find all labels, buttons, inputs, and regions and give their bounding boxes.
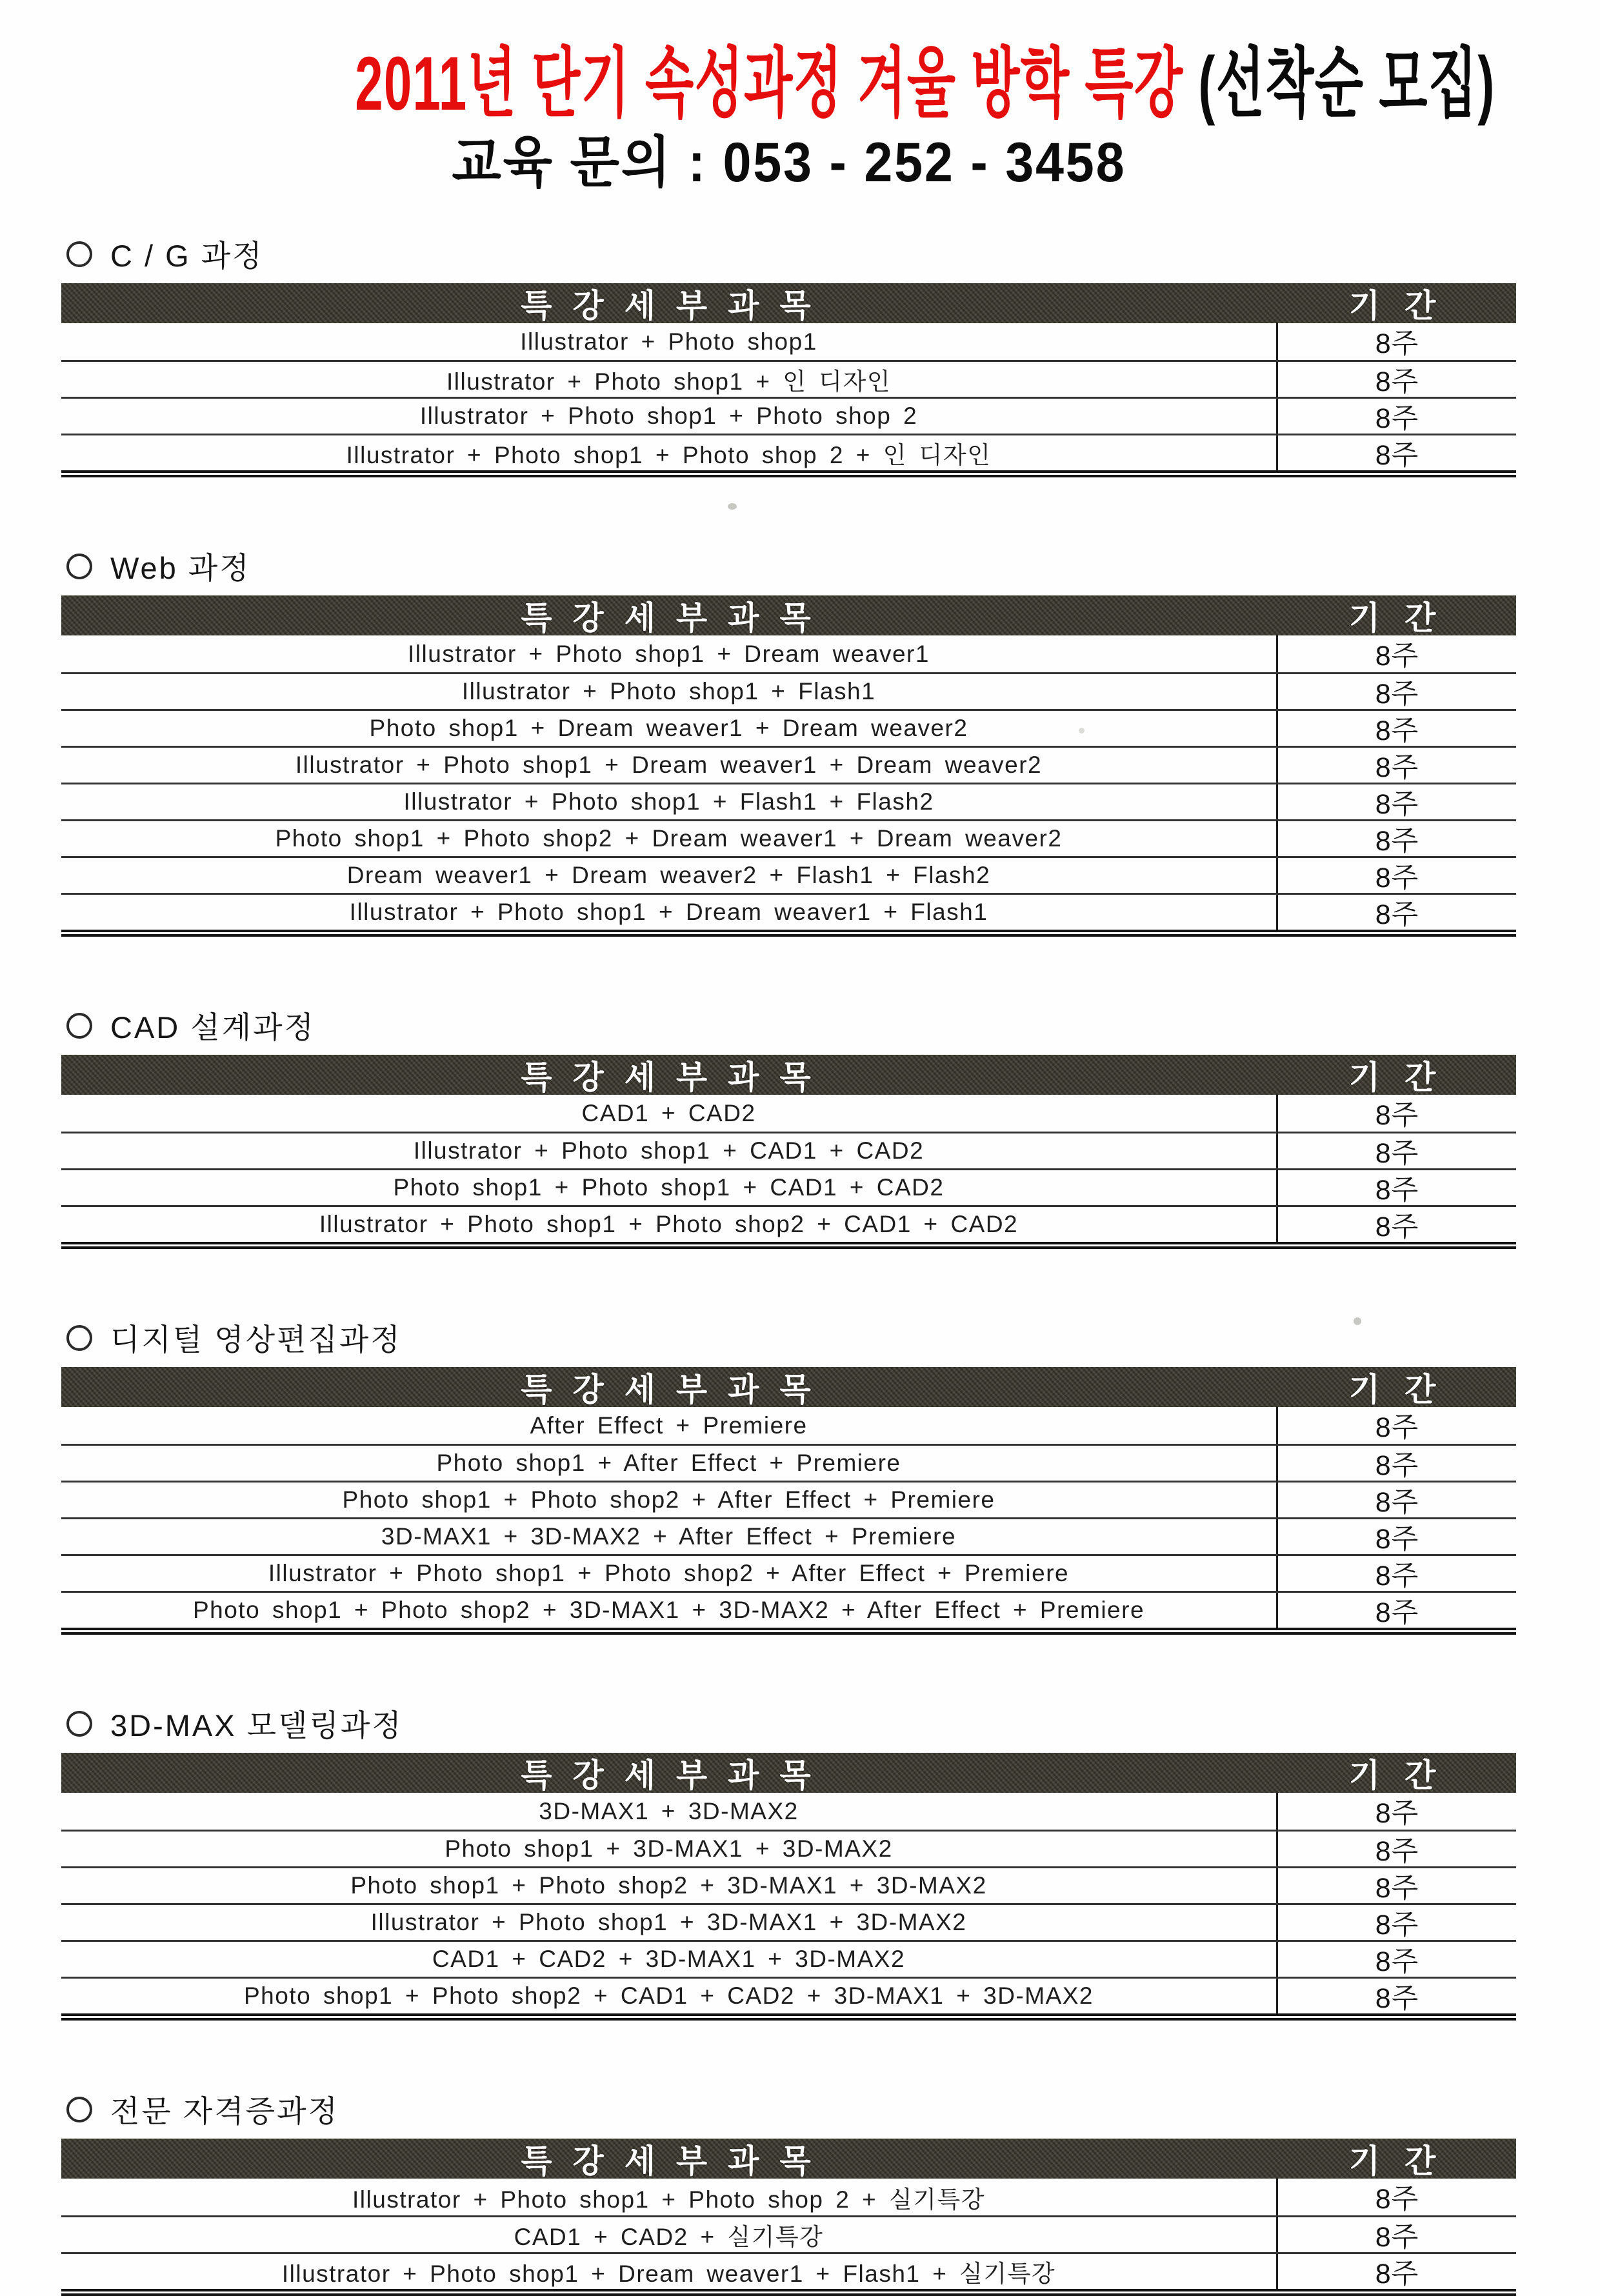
course-duration-cell: 8주 [1276,1170,1516,1205]
circle-bullet-icon [66,554,92,579]
course-duration-cell: 8주 [1276,2254,1516,2289]
course-table [61,2139,1516,2296]
section-title-label: 3D-MAX 모델링과정 [110,1708,403,1743]
course-subject-cell: Photo shop1 + Photo shop2 + CAD1 + CAD2 + 3D-MAX1 + 3D-MAX2 [243,1982,1094,2010]
course-subject-cell: Illustrator + Photo shop1 + Photo shop2 + CAD1 + CAD2 [319,1211,1019,1238]
column-header-subject: 특 강 세 부 과 목 [521,1757,817,1794]
course-subject-cell: 3D-MAX1 + 3D-MAX2 + After Effect + Premiere [381,1523,957,1550]
course-duration-cell: 8주 [1276,1905,1516,1940]
column-header-duration: 기 간 [1348,1757,1444,1794]
course-subject-cell: Illustrator + Photo shop1 + 3D-MAX1 + 3D-MAX2 [370,1909,967,1936]
flyer-title-block [61,41,1516,126]
course-duration-cell: 8주 [1276,635,1516,672]
course-duration-cell: 8주 [1276,1868,1516,1903]
section-title-row [66,1702,1516,1745]
course-table [61,1753,1516,2021]
column-header-subject: 특 강 세 부 과 목 [521,288,817,324]
table-row [61,1554,1516,1591]
course-subject-cell: Illustrator + Photo shop1 + Dream weaver1 + Dream weaver2 [295,752,1043,779]
circle-bullet-icon [66,1013,92,1039]
section-title-label: C / G 과정 [110,239,264,274]
section-title-label: Web 과정 [110,551,251,586]
course-duration-cell: 8주 [1276,1207,1516,1242]
course-duration-cell: 8주 [1276,1519,1516,1554]
course-duration-cell: 8주 [1276,399,1516,434]
table-row [61,1444,1516,1481]
table-body [61,323,1516,477]
course-table [61,283,1516,477]
course-table [61,595,1516,937]
course-duration-cell: 8주 [1276,674,1516,709]
course-subject-cell: Illustrator + Photo shop1 + 인 디자인 [446,368,892,395]
table-header-row [61,595,1516,635]
column-header-subject: 특 강 세 부 과 목 [521,600,817,637]
table-row [61,1205,1516,1242]
course-subject-cell: Illustrator + Photo shop1 + Photo shop 2 + 실기특강 [352,2186,985,2213]
table-body [61,635,1516,937]
course-subject-cell: Illustrator + Photo shop1 + Photo shop2 + After Effect + Premiere [268,1560,1070,1587]
table-row [61,635,1516,672]
course-table [61,1367,1516,1635]
table-row [61,783,1516,819]
column-header-subject: 특 강 세 부 과 목 [521,1059,817,1096]
table-row [61,1977,1516,2013]
table-row [61,323,1516,360]
main-title-parenthetical: (선착순 모집) [1198,41,1495,126]
column-header-duration: 기 간 [1348,288,1444,324]
course-duration-cell: 8주 [1276,362,1516,397]
table-row [61,819,1516,856]
course-section [61,1702,1516,2021]
course-duration-cell: 8주 [1276,1832,1516,1866]
table-row [61,856,1516,893]
course-subject-cell: Photo shop1 + 3D-MAX1 + 3D-MAX2 [445,1835,893,1862]
section-title-row [66,2088,1516,2131]
flyer-main-title [355,41,1495,126]
course-duration-cell: 8주 [1276,895,1516,930]
column-header-duration: 기 간 [1348,2143,1444,2180]
course-duration-cell: 8주 [1276,1482,1516,1517]
course-subject-cell: Photo shop1 + Photo shop2 + 3D-MAX1 + 3D-MAX2 + After Effect + Premiere [192,1597,1145,1624]
table-row [61,1517,1516,1554]
course-subject-cell: Illustrator + Photo shop1 + Flash1 [461,678,876,705]
course-subject-cell: Illustrator + Photo shop1 + CAD1 + CAD2 [413,1137,925,1164]
table-row [61,672,1516,709]
table-body [61,2179,1516,2296]
table-row [61,2215,1516,2252]
table-header-row [61,2139,1516,2179]
table-row [61,360,1516,397]
course-subject-cell: Dream weaver1 + Dream weaver2 + Flash1 + Flash2 [346,862,991,889]
course-subject-cell: Illustrator + Photo shop1 + Flash1 + Flash2 [403,788,934,815]
course-section [61,1004,1516,1249]
table-row [61,1132,1516,1168]
course-subject-cell: Photo shop1 + Photo shop2 + After Effect + Premiere [342,1486,995,1513]
course-duration-cell: 8주 [1276,1979,1516,2013]
column-header-duration: 기 간 [1348,1372,1444,1408]
course-duration-cell: 8주 [1276,1793,1516,1830]
course-subject-cell: CAD1 + CAD2 + 3D-MAX1 + 3D-MAX2 [432,1946,906,1973]
contact-phone-text: 교육 문의 : 053 - 252 - 3458 [452,132,1126,194]
table-header-row [61,1753,1516,1793]
section-title-label: CAD 설계과정 [110,1010,315,1045]
scan-speckle [1354,1317,1361,1325]
circle-bullet-icon [66,241,92,267]
column-header-subject: 특 강 세 부 과 목 [521,1372,817,1408]
course-duration-cell: 8주 [1276,858,1516,893]
course-subject-cell: Illustrator + Photo shop1 + Photo shop 2 [419,403,918,430]
course-subject-cell: Illustrator + Photo shop1 + Photo shop 2 + 인 디자인 [346,442,992,469]
course-table [61,1055,1516,1249]
course-duration-cell: 8주 [1276,1556,1516,1591]
course-subject-cell: CAD1 + CAD2 [581,1099,756,1126]
table-row [61,1095,1516,1132]
table-row [61,893,1516,930]
section-title-label: 전문 자격증과정 [110,2094,339,2129]
course-subject-cell: Photo shop1 + Dream weaver1 + Dream weaver2 [369,715,968,742]
course-subject-cell: Photo shop1 + Photo shop1 + CAD1 + CAD2 [393,1174,945,1201]
scan-speckle [728,503,737,510]
course-section [61,232,1516,477]
course-duration-cell: 8주 [1276,323,1516,360]
course-duration-cell: 8주 [1276,1942,1516,1977]
table-row [61,1866,1516,1903]
column-header-duration: 기 간 [1348,1059,1444,1096]
course-subject-cell: 3D-MAX1 + 3D-MAX2 [539,1797,799,1824]
table-body [61,1095,1516,1249]
circle-bullet-icon [66,1325,92,1351]
table-header-row [61,1367,1516,1407]
table-row [61,434,1516,470]
table-row [61,746,1516,783]
section-title-label: 디지털 영상편집과정 [110,1323,402,1357]
course-subject-cell: CAD1 + CAD2 + 실기특강 [514,2224,824,2251]
table-row [61,1830,1516,1866]
course-subject-cell: Illustrator + Photo shop1 + Dream weaver1 + Flash1 + 실기특강 [281,2261,1056,2288]
contact-line [61,132,1516,194]
table-row [61,709,1516,746]
course-duration-cell: 8주 [1276,2217,1516,2252]
course-subject-cell: Illustrator + Photo shop1 + Dream weaver1 [408,640,930,667]
course-duration-cell: 8주 [1276,748,1516,783]
table-header-row [61,1055,1516,1095]
column-header-subject: 특 강 세 부 과 목 [521,2143,817,2180]
course-subject-cell: Photo shop1 + Photo shop2 + Dream weaver1 + Dream weaver2 [275,825,1063,852]
course-duration-cell: 8주 [1276,1593,1516,1628]
table-row [61,2252,1516,2289]
course-subject-cell: Illustrator + Photo shop1 [520,328,817,355]
course-section [61,2088,1516,2296]
table-row [61,397,1516,434]
scan-speckle [1079,728,1085,734]
table-row [61,1481,1516,1517]
main-title-red-text: 2011년 단기 속성과정 겨울 방학 특강 [355,41,1199,126]
section-title-row [66,1004,1516,1047]
table-row [61,1168,1516,1205]
table-row [61,1407,1516,1444]
table-row [61,1940,1516,1977]
course-sections-container [61,232,1516,2296]
course-subject-cell: Illustrator + Photo shop1 + Dream weaver1 + Flash1 [349,899,988,926]
course-duration-cell: 8주 [1276,1407,1516,1444]
table-body [61,1793,1516,2021]
column-header-duration: 기 간 [1348,600,1444,637]
course-duration-cell: 8주 [1276,711,1516,746]
table-row [61,1591,1516,1628]
table-row [61,1793,1516,1830]
course-duration-cell: 8주 [1276,821,1516,856]
course-duration-cell: 8주 [1276,1446,1516,1481]
section-title-row [66,232,1516,275]
section-title-row [66,1316,1516,1359]
course-subject-cell: Photo shop1 + Photo shop2 + 3D-MAX1 + 3D-MAX2 [350,1872,987,1899]
course-subject-cell: Photo shop1 + After Effect + Premiere [436,1450,901,1477]
course-duration-cell: 8주 [1276,784,1516,819]
course-duration-cell: 8주 [1276,1133,1516,1168]
course-duration-cell: 8주 [1276,435,1516,470]
table-row [61,2179,1516,2215]
table-body [61,1407,1516,1635]
section-title-row [66,544,1516,588]
course-section [61,544,1516,937]
course-duration-cell: 8주 [1276,2179,1516,2215]
course-subject-cell: After Effect + Premiere [530,1412,808,1439]
course-section [61,1316,1516,1635]
table-header-row [61,283,1516,323]
circle-bullet-icon [66,1711,92,1737]
table-row [61,1903,1516,1940]
circle-bullet-icon [66,2097,92,2122]
course-duration-cell: 8주 [1276,1095,1516,1132]
